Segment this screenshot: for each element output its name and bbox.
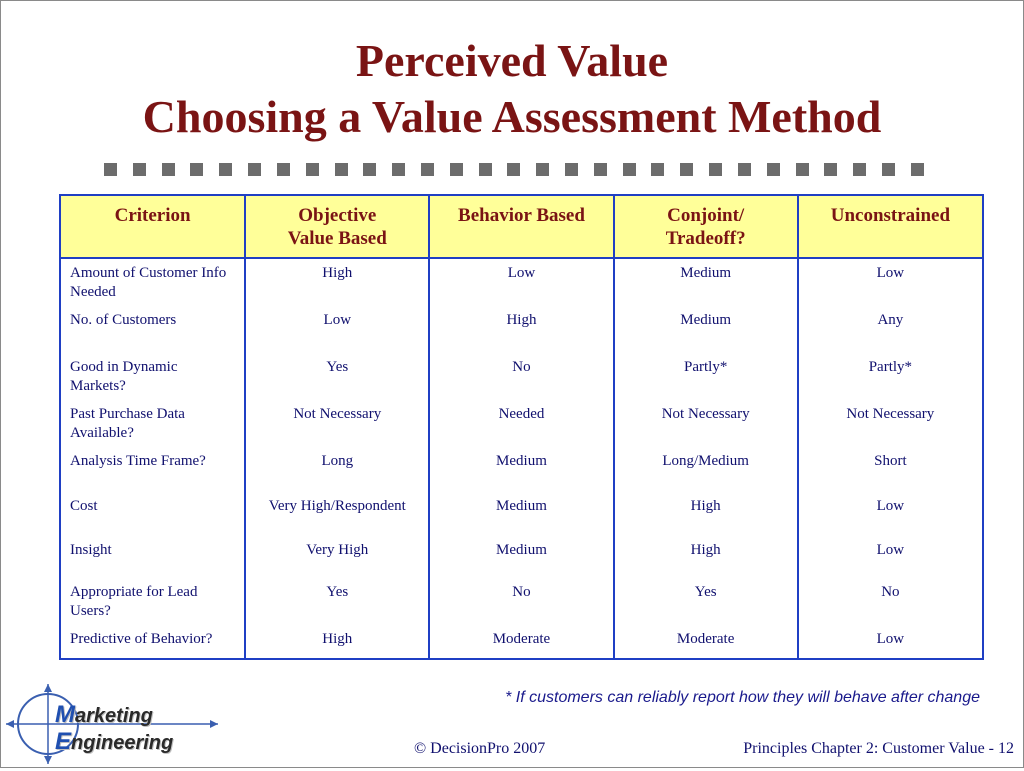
divider-square <box>133 163 146 176</box>
divider-square <box>882 163 895 176</box>
cell-objective: High <box>245 625 429 659</box>
cell-behavior: No <box>429 578 613 625</box>
cell-criterion: Analysis Time Frame? <box>60 447 245 492</box>
cell-unconstrained: Low <box>798 625 983 659</box>
header-objective-label: Objective Value Based <box>287 205 387 249</box>
cell-conjoint: High <box>614 492 798 536</box>
copyright-text: © DecisionPro 2007 <box>414 740 546 757</box>
cell-unconstrained: Low <box>798 492 983 536</box>
cell-criterion: No. of Customers <box>60 306 245 353</box>
method-comparison-table <box>59 194 984 660</box>
cell-unconstrained: Low <box>798 258 983 306</box>
divider-square <box>709 163 722 176</box>
divider-square <box>594 163 607 176</box>
divider-square <box>536 163 549 176</box>
cell-objective: Very High <box>245 536 429 578</box>
divider-square <box>796 163 809 176</box>
cell-criterion: Cost <box>60 492 245 536</box>
cell-criterion: Good in Dynamic Markets? <box>60 353 245 400</box>
divider-square <box>623 163 636 176</box>
page-number: Principles Chapter 2: Customer Value - 12 <box>743 740 1014 757</box>
header-conjoint-tradeoff <box>614 195 798 258</box>
slide-title: Perceived Value <box>355 35 669 86</box>
logo-initial-e: E <box>55 728 72 755</box>
cell-objective: Not Necessary <box>245 400 429 447</box>
marketing-engineering-logo <box>4 680 224 766</box>
divider-square <box>651 163 664 176</box>
cell-criterion: Predictive of Behavior? <box>60 625 245 659</box>
divider-square <box>306 163 319 176</box>
divider-square <box>824 163 837 176</box>
table-row <box>60 536 983 578</box>
divider-square <box>767 163 780 176</box>
divider-square <box>507 163 520 176</box>
cell-conjoint: Moderate <box>614 625 798 659</box>
slide-subtitle: Choosing a Value Assessment Method <box>142 91 882 142</box>
cell-unconstrained: No <box>798 578 983 625</box>
header-criterion <box>60 195 245 258</box>
divider-square <box>680 163 693 176</box>
cell-criterion: Amount of Customer Info Needed <box>60 258 245 306</box>
cell-conjoint: Partly* <box>614 353 798 400</box>
cell-criterion: Past Purchase Data Available? <box>60 400 245 447</box>
table-row <box>60 400 983 447</box>
header-behavior-based <box>429 195 613 258</box>
cell-behavior: Medium <box>429 492 613 536</box>
divider-square <box>565 163 578 176</box>
cell-unconstrained: Not Necessary <box>798 400 983 447</box>
divider-square <box>219 163 232 176</box>
cell-objective: Yes <box>245 578 429 625</box>
divider-square <box>335 163 348 176</box>
table-row <box>60 258 983 306</box>
divider-square <box>190 163 203 176</box>
divider-square <box>104 163 117 176</box>
table-row <box>60 625 983 659</box>
cell-conjoint: Long/Medium <box>614 447 798 492</box>
logo-word-engineering <box>55 728 173 756</box>
header-conjoint-label: Conjoint/ Tradeoff? <box>665 205 746 249</box>
cell-conjoint: Medium <box>614 306 798 353</box>
cell-objective: Very High/Respondent <box>245 492 429 536</box>
divider-square <box>853 163 866 176</box>
cell-unconstrained: Any <box>798 306 983 353</box>
divider-square <box>277 163 290 176</box>
divider-square <box>421 163 434 176</box>
table-row <box>60 306 983 353</box>
cell-criterion: Insight <box>60 536 245 578</box>
decorative-divider <box>104 163 924 177</box>
cell-conjoint: Not Necessary <box>614 400 798 447</box>
cell-conjoint: Yes <box>614 578 798 625</box>
divider-square <box>363 163 376 176</box>
logo-rest-marketing: arketing <box>75 705 153 727</box>
divider-square <box>479 163 492 176</box>
table-row <box>60 492 983 536</box>
divider-square <box>738 163 751 176</box>
divider-square <box>911 163 924 176</box>
table-row <box>60 447 983 492</box>
logo-initial-m: M <box>55 701 75 728</box>
cell-objective: Low <box>245 306 429 353</box>
cell-objective: High <box>245 258 429 306</box>
table-footnote: * If customers can reliably report how they will behave after change <box>505 689 980 706</box>
cell-unconstrained: Partly* <box>798 353 983 400</box>
cell-objective: Yes <box>245 353 429 400</box>
cell-behavior: Medium <box>429 447 613 492</box>
divider-square <box>248 163 261 176</box>
cell-behavior: High <box>429 306 613 353</box>
cell-conjoint: Medium <box>614 258 798 306</box>
cell-behavior: Needed <box>429 400 613 447</box>
divider-square <box>392 163 405 176</box>
cell-conjoint: High <box>614 536 798 578</box>
header-unconstrained-label: Unconstrained <box>830 205 951 226</box>
cell-criterion: Appropriate for Lead Users? <box>60 578 245 625</box>
header-unconstrained <box>798 195 983 258</box>
cell-unconstrained: Low <box>798 536 983 578</box>
cell-unconstrained: Short <box>798 447 983 492</box>
logo-word-marketing <box>55 701 153 729</box>
cell-behavior: Moderate <box>429 625 613 659</box>
logo-rest-engineering: ngineering <box>71 732 174 754</box>
header-objective-value-based <box>245 195 429 258</box>
header-criterion-label: Criterion <box>114 205 191 226</box>
table-row <box>60 353 983 400</box>
cell-behavior: No <box>429 353 613 400</box>
divider-square <box>162 163 175 176</box>
table-header-row <box>60 195 983 258</box>
cell-behavior: Medium <box>429 536 613 578</box>
table-row <box>60 578 983 625</box>
header-behavior-label: Behavior Based <box>458 205 585 226</box>
cell-objective: Long <box>245 447 429 492</box>
divider-square <box>450 163 463 176</box>
cell-behavior: Low <box>429 258 613 306</box>
